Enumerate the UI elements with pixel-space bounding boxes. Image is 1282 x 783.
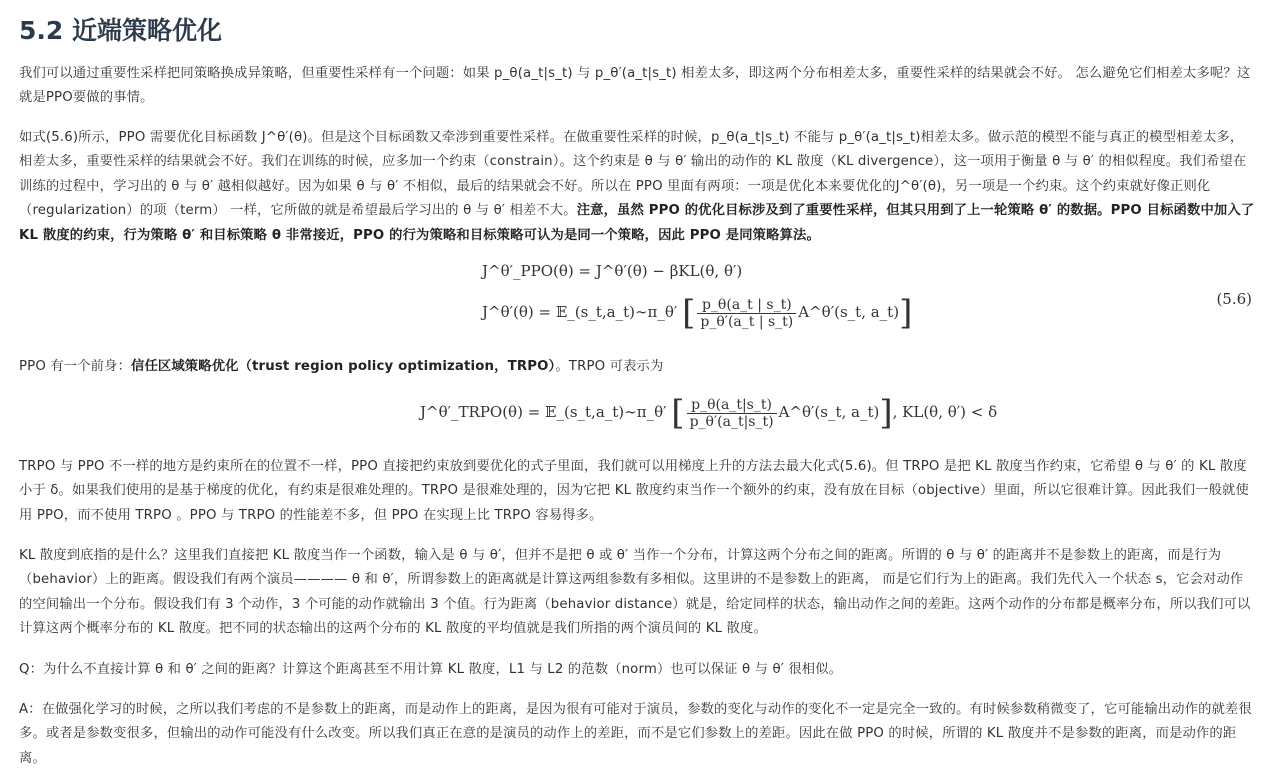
equation-trpo bbox=[420, 393, 997, 433]
left-bracket: [ bbox=[671, 393, 685, 433]
fraction-numerator: p_θ(a_t | s_t) bbox=[697, 297, 796, 314]
fraction-numerator: p_θ(a_t|s_t) bbox=[687, 397, 777, 414]
advantage-term: A^θ′(s_t, a_t) bbox=[778, 403, 880, 421]
equation-number: (5.6) bbox=[1216, 290, 1252, 308]
paragraph-question: Q：为什么不直接计算 θ 和 θ′ 之间的距离？计算这个距离甚至不用计算 KL 散度，L1 与 L2 的范数（norm）也可以保证 θ 与 θ′ 很相似。 bbox=[19, 662, 843, 677]
fraction-denominator: p_θ′(a_t | s_t) bbox=[700, 313, 794, 330]
equation-trpo-lhs: J^θ′_TRPO(θ) = 𝔼_(s_t,a_t)∼π_θ′ bbox=[420, 403, 667, 421]
paragraph-ppo-objective bbox=[19, 126, 1256, 248]
ratio-fraction bbox=[697, 297, 796, 330]
trpo-intro-prefix: PPO 有一个前身： bbox=[19, 359, 132, 374]
ratio-fraction bbox=[687, 397, 777, 430]
trpo-intro-suffix: 。TRPO 可表示为 bbox=[555, 359, 664, 374]
section-heading: 5.2 近端策略优化 bbox=[19, 16, 222, 45]
paragraph-trpo-vs-ppo: TRPO 与 PPO 不一样的地方是约束所在的位置不一样，PPO 直接把约束放到要优化的式子里面，我们就可以用梯度上升的方法去最大化式(5.6)。但 TRPO 是把 KL 散度当作约束，它希望 θ 与 θ′ 的 KL 散度小于 δ。如果我们使用的是基于梯度的优化，有约束是很难处理的。TRPO 是很难处理的，因为它把 KL 散度约束当作一个额外的约束，没有放在目标（objective）里面，所以它很难计算。因此我们一般就使用 PPO，而不使用 TRPO 。PPO 与 TRPO 的性能差不多，但 PPO 在实现上比 TRPO 容易得多。 bbox=[19, 459, 1249, 523]
paragraph-ppo-objective-bold: 注意，虽然 PPO 的优化目标涉及到了重要性采样，但其只用到了上一轮策略 θ′ 的数据。PPO 目标函数中加入了 KL 散度的约束，行为策略 θ′ 和目标策略 θ 非常接近，PPO 的行为策略和目标策略可认为是同一个策略，因此 PPO 是同策略算法。 bbox=[19, 203, 1255, 243]
paragraph-ppo-objective-text: 如式(5.6)所示，PPO 需要优化目标函数 J^θ′(θ)。但是这个目标函数又牵涉到重要性采样。在做重要性采样的时候，p_θ(a_t|s_t) 不能与 p_θ′(a_t|s_t)相差太多。做示范的模型不能与真正的模型相差太多，相差太多，重要性采样的结果就会不好。我们在训练的时候，应多加一个约束（constrain）。这个约束是 θ 与 θ′ 输出的动作的 KL 散度（KL divergence），这一项用于衡量 θ 与 θ′ 的相似程度。我们希望在训练的过程中，学习出的 θ 与 θ′ 越相似越好。因为如果 θ 与 θ′ 不相似，最后的结果就会不好。所以在 PPO 里面有两项：一项是优化本来要优化的J^θ′(θ)，另一项是一个约束。这个约束就好像正则化（regularization）的项（term） 一样，它所做的就是希望最后学习出的 θ 与 θ′ 相差不大。 bbox=[19, 130, 1247, 219]
right-bracket: ] bbox=[899, 293, 913, 333]
fraction-denominator: p_θ′(a_t|s_t) bbox=[689, 413, 774, 430]
equation-j-theta-prime bbox=[482, 293, 912, 333]
paragraph-kl-divergence: KL 散度到底指的是什么？这里我们直接把 KL 散度当作一个函数，输入是 θ 与 θ′，但并不是把 θ 或 θ′ 当作一个分布，计算这两个分布之间的距离。所谓的 θ 与 θ′ 的距离并不是参数上的距离，而是行为（behavior）上的距离。假设我们有两个演员———— θ 和 θ′，所谓参数上的距离就是计算这两组参数有多相似。这里讲的不是参数上的距离， 而是它们行为上的距离。我们先代入一个状态 s，它会对动作的空间输出一个分布。假设我们有 3 个动作，3 个可能的动作就输出 3 个值。行为距离（behavior distance）就是，给定同样的状态，输出动作之间的差距。这两个动作的分布都是概率分布，所以我们可以计算这两个概率分布的 KL 散度。把不同的状态输出的这两个分布的 KL 散度的平均值就是我们所指的两个演员间的 KL 散度。 bbox=[19, 548, 1251, 637]
right-bracket: ] bbox=[879, 393, 893, 433]
equation-j-lhs: J^θ′(θ) = 𝔼_(s_t,a_t)∼π_θ′ bbox=[482, 303, 678, 321]
trpo-intro-bold: 信任区域策略优化（trust region policy optimization，TRPO） bbox=[131, 359, 556, 374]
kl-constraint: , KL(θ, θ′) < δ bbox=[892, 403, 998, 421]
equation-ppo-objective: J^θ′_PPO(θ) = J^θ′(θ) − βKL(θ, θ′) bbox=[482, 262, 743, 280]
paragraph-trpo-intro bbox=[19, 355, 1256, 379]
advantage-term: A^θ′(s_t, a_t) bbox=[798, 303, 900, 321]
paragraph-answer: A：在做强化学习的时候，之所以我们考虑的不是参数上的距离，而是动作上的距离，是因为很有可能对于演员，参数的变化与动作的变化不一定是完全一致的。有时候参数稍微变了，它可能输出动作的就差很多。或者是参数变很多，但输出的动作可能没有什么改变。所以我们真正在意的是演员的动作上的差距，而不是它们参数上的差距。因此在做 PPO 的时候，所谓的 KL 散度并不是参数的距离，而是动作的距离。 bbox=[19, 702, 1252, 766]
paragraph-importance-sampling-problem: 我们可以通过重要性采样把同策略换成异策略，但重要性采样有一个问题：如果 p_θ(a_t|s_t) 与 p_θ′(a_t|s_t) 相差太多，即这两个分布相差太多，重要性采样的结果就会不好。 怎么避免它们相差太多呢？这就是PPO要做的事情。 bbox=[19, 66, 1251, 106]
left-bracket: [ bbox=[682, 293, 696, 333]
